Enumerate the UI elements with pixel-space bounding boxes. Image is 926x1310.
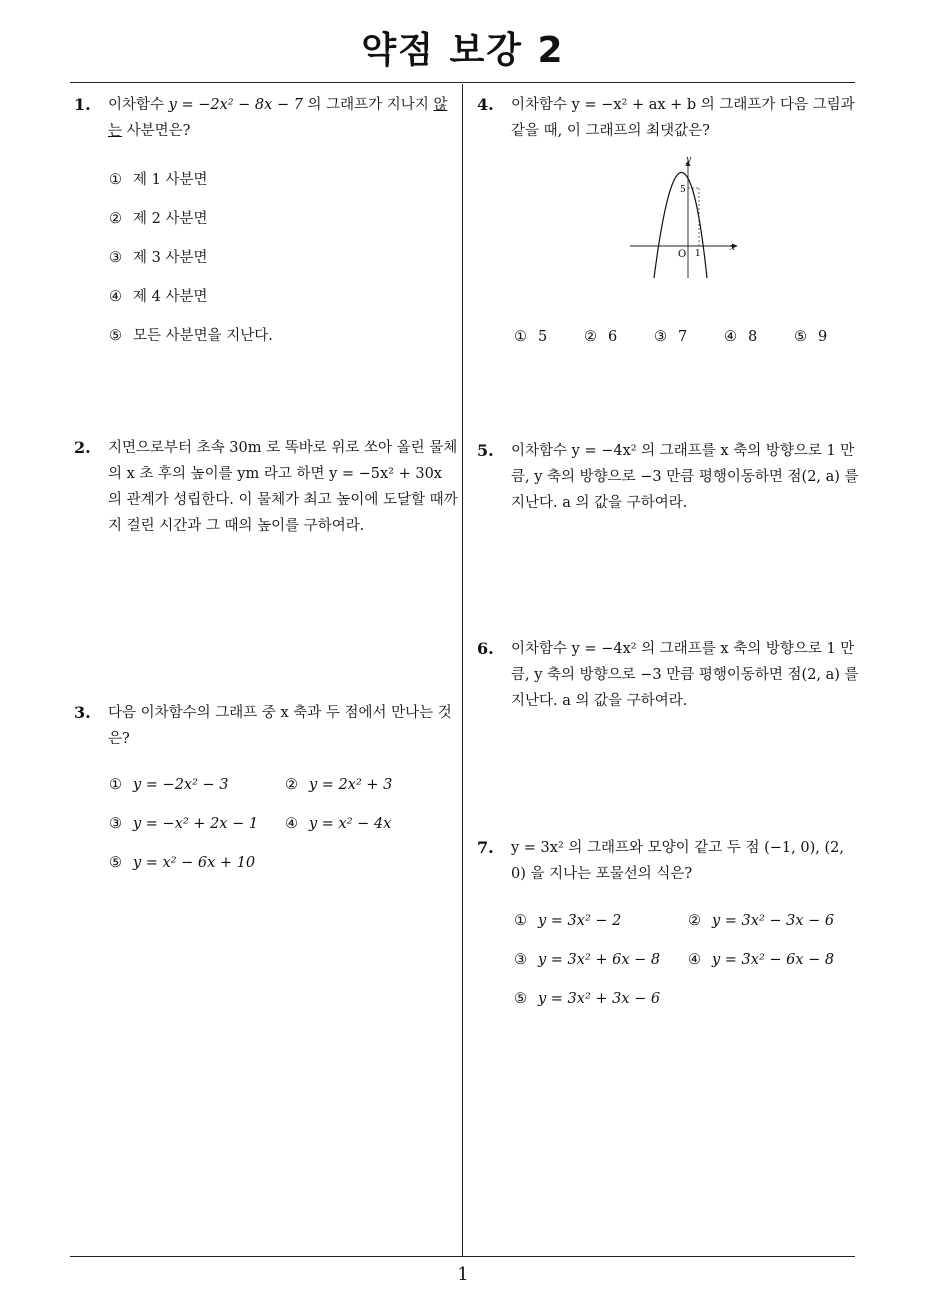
question-1 xyxy=(74,92,459,144)
option-item: ⑤ y = 3x² + 3x − 6 xyxy=(514,991,661,1007)
option-item: ③ y = −x² + 2x − 1 xyxy=(109,816,259,832)
question-stem: 이차함수 y = −x² + ax + b 의 그래프가 다음 그림과 같을 때, 이 그래프의 최댓값은? xyxy=(511,97,855,139)
question-stem: y = 3x² 의 그래프와 모양이 같고 두 점 (−1, 0), (2, 0) 을 지나는 포물선의 식은? xyxy=(511,840,844,882)
option-item: ② y = 3x² − 3x − 6 xyxy=(688,913,835,929)
question-number: 7. xyxy=(477,838,494,857)
option-item: ④ 제 4 사분면 xyxy=(109,289,208,305)
option-item: ⑤ y = x² − 6x + 10 xyxy=(109,855,256,871)
question-7 xyxy=(477,835,862,887)
option-item: ④ y = x² − 4x xyxy=(285,816,392,832)
question-4 xyxy=(477,92,862,144)
question-stem: 다음 이차함수의 그래프 중 x 축과 두 점에서 만나는 것은? xyxy=(108,705,452,747)
y-axis-label: y xyxy=(686,155,692,165)
top-rule xyxy=(70,82,855,83)
option-item: ⑤ 9 xyxy=(794,329,828,345)
page-number: 1 xyxy=(457,1264,469,1285)
option-item: ⑤ 모든 사분면을 지난다. xyxy=(109,328,273,344)
question-number: 4. xyxy=(477,95,494,114)
option-item: ③ 제 3 사분면 xyxy=(109,250,208,266)
question-stem: 이차함수 y = −4x² 의 그래프를 x 축의 방향으로 1 만큼, y 축의 방향으로 −3 만큼 평행이동하면 점(2, a) 를 지난다. a 의 값을 구하여라. xyxy=(511,443,859,511)
question-stem: 이차함수 y = −4x² 의 그래프를 x 축의 방향으로 1 만큼, y 축의 방향으로 −3 만큼 평행이동하면 점(2, a) 를 지난다. a 의 값을 구하여라. xyxy=(511,641,859,709)
option-item: ① 5 xyxy=(514,329,548,345)
parabola-graph xyxy=(620,152,750,282)
page-title: 약점 보강 2 xyxy=(361,30,565,71)
question-number: 6. xyxy=(477,639,494,658)
option-item: ① y = −2x² − 3 xyxy=(109,777,229,793)
option-item: ② 제 2 사분면 xyxy=(109,211,208,227)
question-number: 5. xyxy=(477,441,494,460)
option-item: ③ 7 xyxy=(654,329,688,345)
question-stem: 지면으로부터 초속 30m 로 똑바로 위로 쏘아 올린 물체의 x 초 후의 높이를 ym 라고 하면 y = −5x² + 30x 의 관계가 성립한다. 이 물체가 최고 높이에 도달할 때까지 걸린 시간과 그 때의 높이를 구하여라. xyxy=(108,440,458,534)
question-5 xyxy=(477,438,862,516)
option-item: ③ y = 3x² + 6x − 8 xyxy=(514,952,661,968)
emphasis-underline: 않는 xyxy=(108,97,448,139)
option-item: ① y = 3x² − 2 xyxy=(514,913,622,929)
option-item: ② y = 2x² + 3 xyxy=(285,777,393,793)
option-item: ② 6 xyxy=(584,329,618,345)
question-stem: 이차함수 y = −2x² − 8x − 7 의 그래프가 지나지 않는 사분면은? xyxy=(108,97,448,139)
option-item: ① 제 1 사분면 xyxy=(109,172,208,188)
question-2 xyxy=(74,435,459,539)
x-tick-label: 1 xyxy=(695,249,701,259)
option-item: ④ y = 3x² − 6x − 8 xyxy=(688,952,835,968)
question-number: 2. xyxy=(74,438,91,457)
x-axis-label: x xyxy=(730,243,736,253)
column-divider xyxy=(462,84,463,1256)
question-number: 3. xyxy=(74,703,91,722)
math-expression: y = −2x² − 8x − 7 xyxy=(168,97,303,113)
question-6 xyxy=(477,636,862,714)
option-item: ④ 8 xyxy=(724,329,758,345)
origin-label: O xyxy=(678,249,687,260)
question-3 xyxy=(74,700,459,752)
question-number: 1. xyxy=(74,95,91,114)
bottom-rule xyxy=(70,1256,855,1257)
y-tick-label: 5 xyxy=(680,185,686,195)
